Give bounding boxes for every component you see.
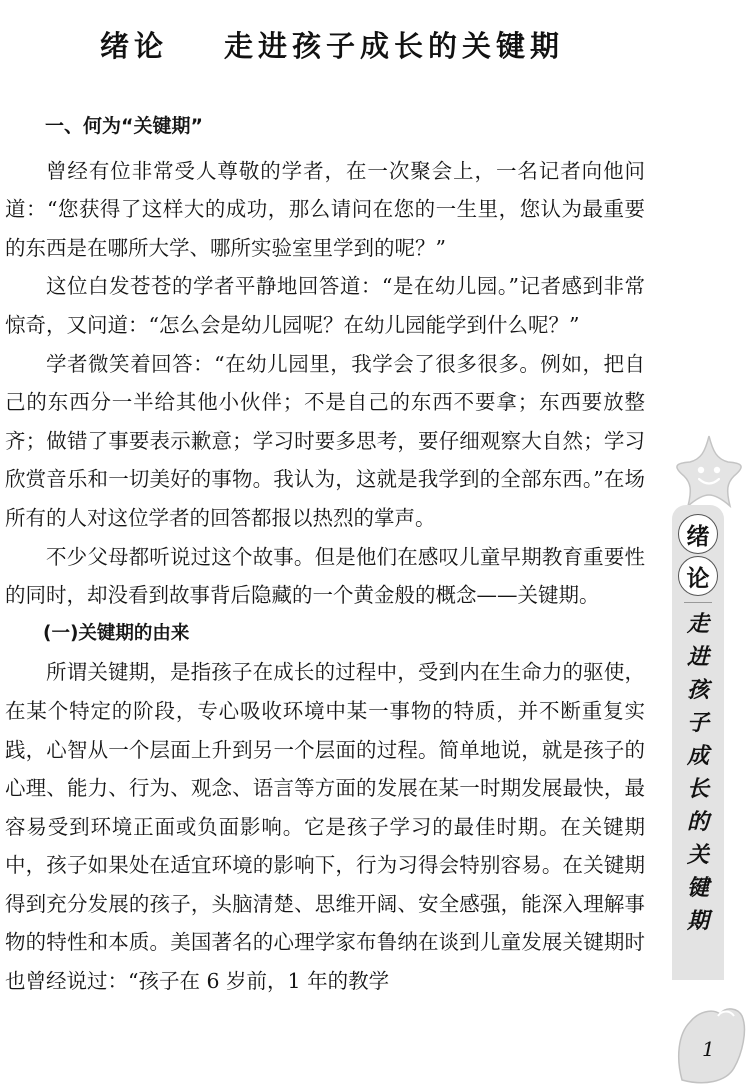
side-tab-char: 长 [686, 776, 709, 802]
chapter-title-text: 走进孩子成长的关键期 [224, 29, 565, 63]
side-tab-char: 期 [686, 908, 709, 934]
sub-heading: (一)关键期的由来 [43, 622, 190, 644]
chapter-title [100, 24, 564, 65]
paragraph-4: 不少父母都听说过这个故事。但是他们在感叹儿童早期教育重要性的同时，却没看到故事背后隐藏的一个黄金般的概念——关键期。 [5, 544, 645, 608]
side-tab-char: 走 [686, 611, 709, 637]
side-tab-char: 键 [686, 875, 709, 901]
side-tab-char: 子 [686, 710, 709, 736]
side-tab-char: 孩 [686, 677, 709, 703]
page-number: 1 [702, 1037, 715, 1061]
paragraph-5: 所谓关键期，是指孩子在成长的过程中，受到内在生命力的驱使，在某个特定的阶段，专心吸收环境中某一事物的特质，并不断重复实践，心智从一个层面上升到另一个层面的过程。简单地说，就是孩子的心理、能力、行为、观念、语言等方面的发展在某一时期发展最快，最容易受到环境正面或负面影响。它是孩子学习的最佳时期。在关键期中，孩子如果处在适宜环境的影响下，行为习得会特别容易。在关键期得到充分发展的孩子，头脑清楚、思维开阔、安全感强，能深入理解事物的特性和本质。美国著名的心理学家布鲁纳在谈到儿童发展关键期时也曾经说过：“孩子在 6 岁前，1 年的教学 [5, 660, 645, 994]
tab-circle-2: 论 [678, 556, 718, 596]
side-tab-char: 成 [686, 743, 709, 769]
side-tab-title [672, 608, 724, 938]
chapter-title-label: 绪论 [100, 29, 169, 63]
star-icon [670, 432, 748, 514]
paragraph-2: 这位白发苍苍的学者平静地回答道：“是在幼儿园。”记者感到非常惊奇，又问道：“怎么会是幼儿园呢？在幼儿园能学到什么呢？” [5, 274, 645, 337]
section-heading: 一、何为“关键期” [45, 115, 203, 137]
paragraph-3: 学者微笑着回答：“在幼儿园里，我学会了很多很多。例如，把自己的东西分一半给其他小伙伴；不是自己的东西不要拿；东西要放整齐；做错了事要表示歉意；学习时要多思考，要仔细观察大自然；学习欣赏音乐和一切美好的事物。我认为，这就是我学到的全部东西。”在场所有的人对这位学者的回答都报以热烈的掌声。 [5, 351, 645, 530]
side-tab-char: 进 [686, 644, 709, 670]
body-text [5, 107, 645, 1001]
tab-divider [684, 602, 712, 603]
tab-circle-1: 绪 [678, 514, 718, 554]
side-tab-char: 的 [686, 809, 709, 835]
side-tab-char: 关 [686, 842, 709, 868]
paragraph-1: 曾经有位非常受人尊敬的学者，在一次聚会上，一名记者向他问道：“您获得了这样大的成功，那么请问在您的一生里，您认为最重要的东西是在哪所大学、哪所实验室里学到的呢？” [5, 158, 645, 260]
